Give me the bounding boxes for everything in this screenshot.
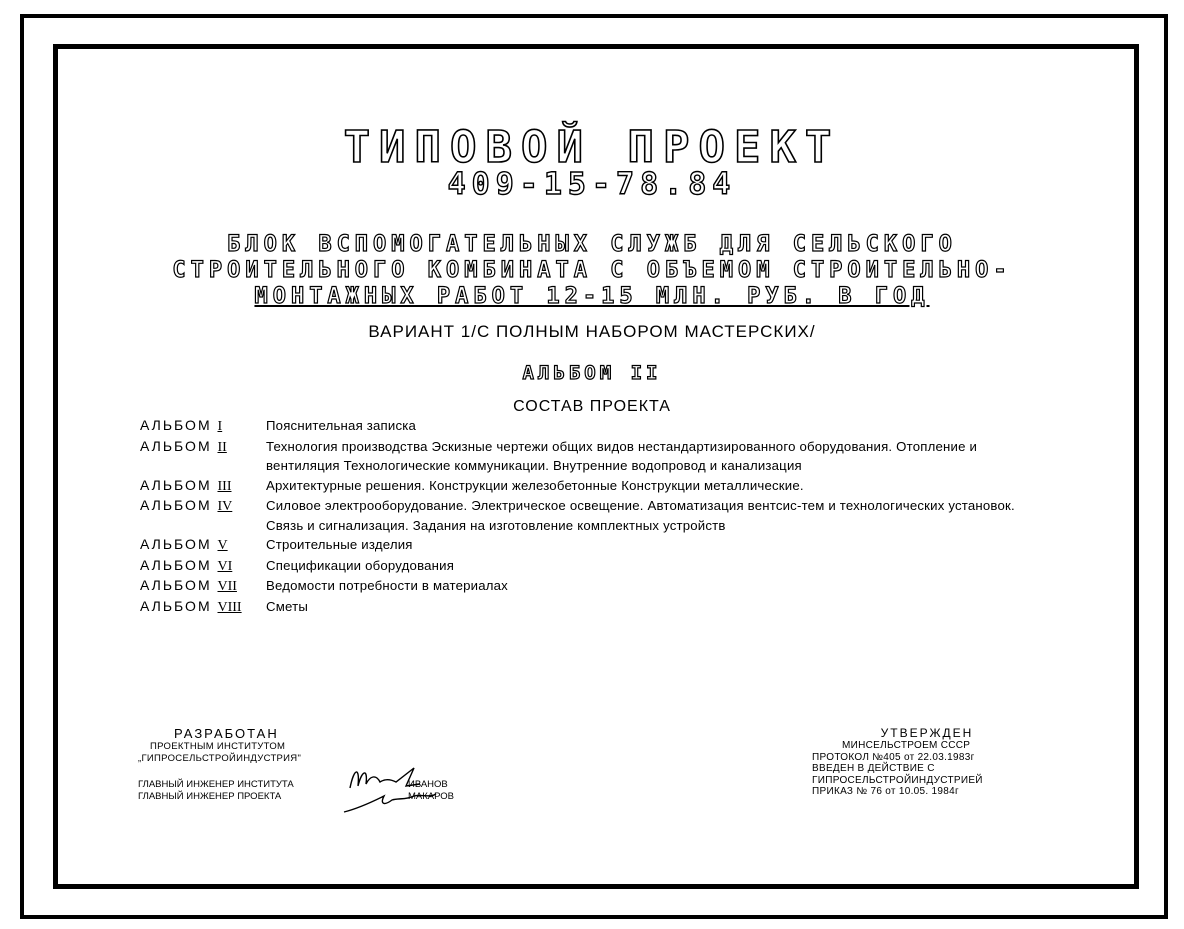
album-description: Силовое электрооборудование. Электрическое освещение. Автоматизация вентсис-тем и технологических установок. Связь и сигнализация. Задания на изготовление комплектных устройств: [266, 498, 1015, 533]
description-line-1: БЛОК ВСПОМОГАТЕЛЬНЫХ СЛУЖБ ДЛЯ СЕЛЬСКОГО: [227, 232, 957, 257]
document-title: ТИПОВОЙ ПРОЕКТ: [343, 122, 841, 173]
approved-line-1: МИНСЕЛЬСТРОЕМ СССР: [842, 740, 971, 751]
album-label: АЛЬБОМ VI: [140, 556, 233, 574]
album-description: Сметы: [266, 598, 309, 614]
album-list: [140, 416, 1040, 617]
album-description: Технология производства Эскизные чертежи общих видов нестандартизированного оборудования. Отопление и вентиляция Технологические коммуникации. Внутренние водопровод и канализация: [266, 438, 978, 473]
signer-role-1: ГЛАВНЫЙ ИНЖЕНЕР ИНСТИТУТА: [138, 779, 294, 790]
album-row: [140, 476, 1040, 497]
album-description: Ведомости потребности в материалах: [266, 578, 508, 593]
handwritten-signature: [340, 760, 440, 820]
album-row: [140, 597, 1040, 618]
album-heading: АЛЬБОМ II: [522, 362, 662, 384]
signer-name-1: ИВАНОВ: [408, 779, 448, 790]
signer-name-2: МАКАРОВ: [408, 791, 454, 802]
description-line-3: МОНТАЖНЫХ РАБОТ 12-15 МЛН. РУБ. В ГОД: [254, 284, 930, 309]
project-number: 409-15-78.84: [447, 167, 737, 202]
album-roman-numeral: VIII: [217, 599, 242, 615]
developer-org-line-1: ПРОЕКТНЫМ ИНСТИТУТОМ: [150, 741, 286, 752]
album-row: [140, 576, 1040, 597]
album-label: АЛЬБОМ IV: [140, 497, 233, 514]
album-description: Строительные изделия: [266, 537, 413, 552]
approved-block: [812, 726, 1052, 798]
album-roman-numeral: IV: [217, 499, 233, 514]
album-roman-numeral: V: [217, 538, 228, 553]
approved-line-3: ВВЕДЕН В ДЕЙСТВИЕ С: [812, 763, 935, 774]
description-line-2: СТРОИТЕЛЬНОГО КОМБИНАТА С ОБЪЕМОМ СТРОИТЕЛЬНО-: [172, 258, 1012, 283]
album-label: АЛЬБОМ VII: [140, 577, 237, 594]
album-roman-numeral: VII: [217, 579, 237, 594]
approved-line-2: ПРОТОКОЛ №405 от 22.03.1983г: [812, 751, 975, 763]
album-label: АЛЬБОМ I: [140, 417, 223, 434]
album-row: [140, 437, 1040, 476]
album-row: [140, 556, 1040, 577]
composition-heading: СОСТАВ ПРОЕКТА: [513, 398, 671, 415]
album-label: АЛЬБОМ II: [140, 437, 227, 455]
album-row: [140, 496, 1040, 535]
album-roman-numeral: III: [217, 478, 232, 494]
album-roman-numeral: I: [217, 419, 223, 434]
album-label: АЛЬБОМ VIII: [140, 597, 242, 615]
developer-org-line-2: „ГИПРОСЕЛЬСТРОЙИНДУСТРИЯ": [138, 753, 302, 764]
approved-line-4: ГИПРОСЕЛЬСТРОЙИНДУСТРИЕЙ: [812, 774, 983, 786]
approved-line-5: ПРИКАЗ № 76 от 10.05. 1984г: [812, 786, 959, 797]
album-description: Спецификации оборудования: [266, 557, 455, 573]
album-description: Пояснительная записка: [266, 418, 417, 433]
variant-line: ВАРИАНТ 1/С ПОЛНЫМ НАБОРОМ МАСТЕРСКИХ/: [368, 322, 816, 341]
album-row: [140, 416, 1040, 437]
approved-heading: УТВЕРЖДЕН: [880, 726, 974, 740]
album-roman-numeral: VI: [217, 558, 233, 574]
album-roman-numeral: II: [217, 439, 227, 455]
album-label: АЛЬБОМ V: [140, 536, 228, 553]
signer-role-2: ГЛАВНЫЙ ИНЖЕНЕР ПРОЕКТА: [138, 791, 282, 802]
developed-heading: РАЗРАБОТАН: [174, 726, 279, 741]
album-row: [140, 535, 1040, 556]
album-label: АЛЬБОМ III: [140, 476, 232, 494]
album-description: Архитектурные решения. Конструкции железобетонные Конструкции металлические.: [266, 477, 804, 493]
